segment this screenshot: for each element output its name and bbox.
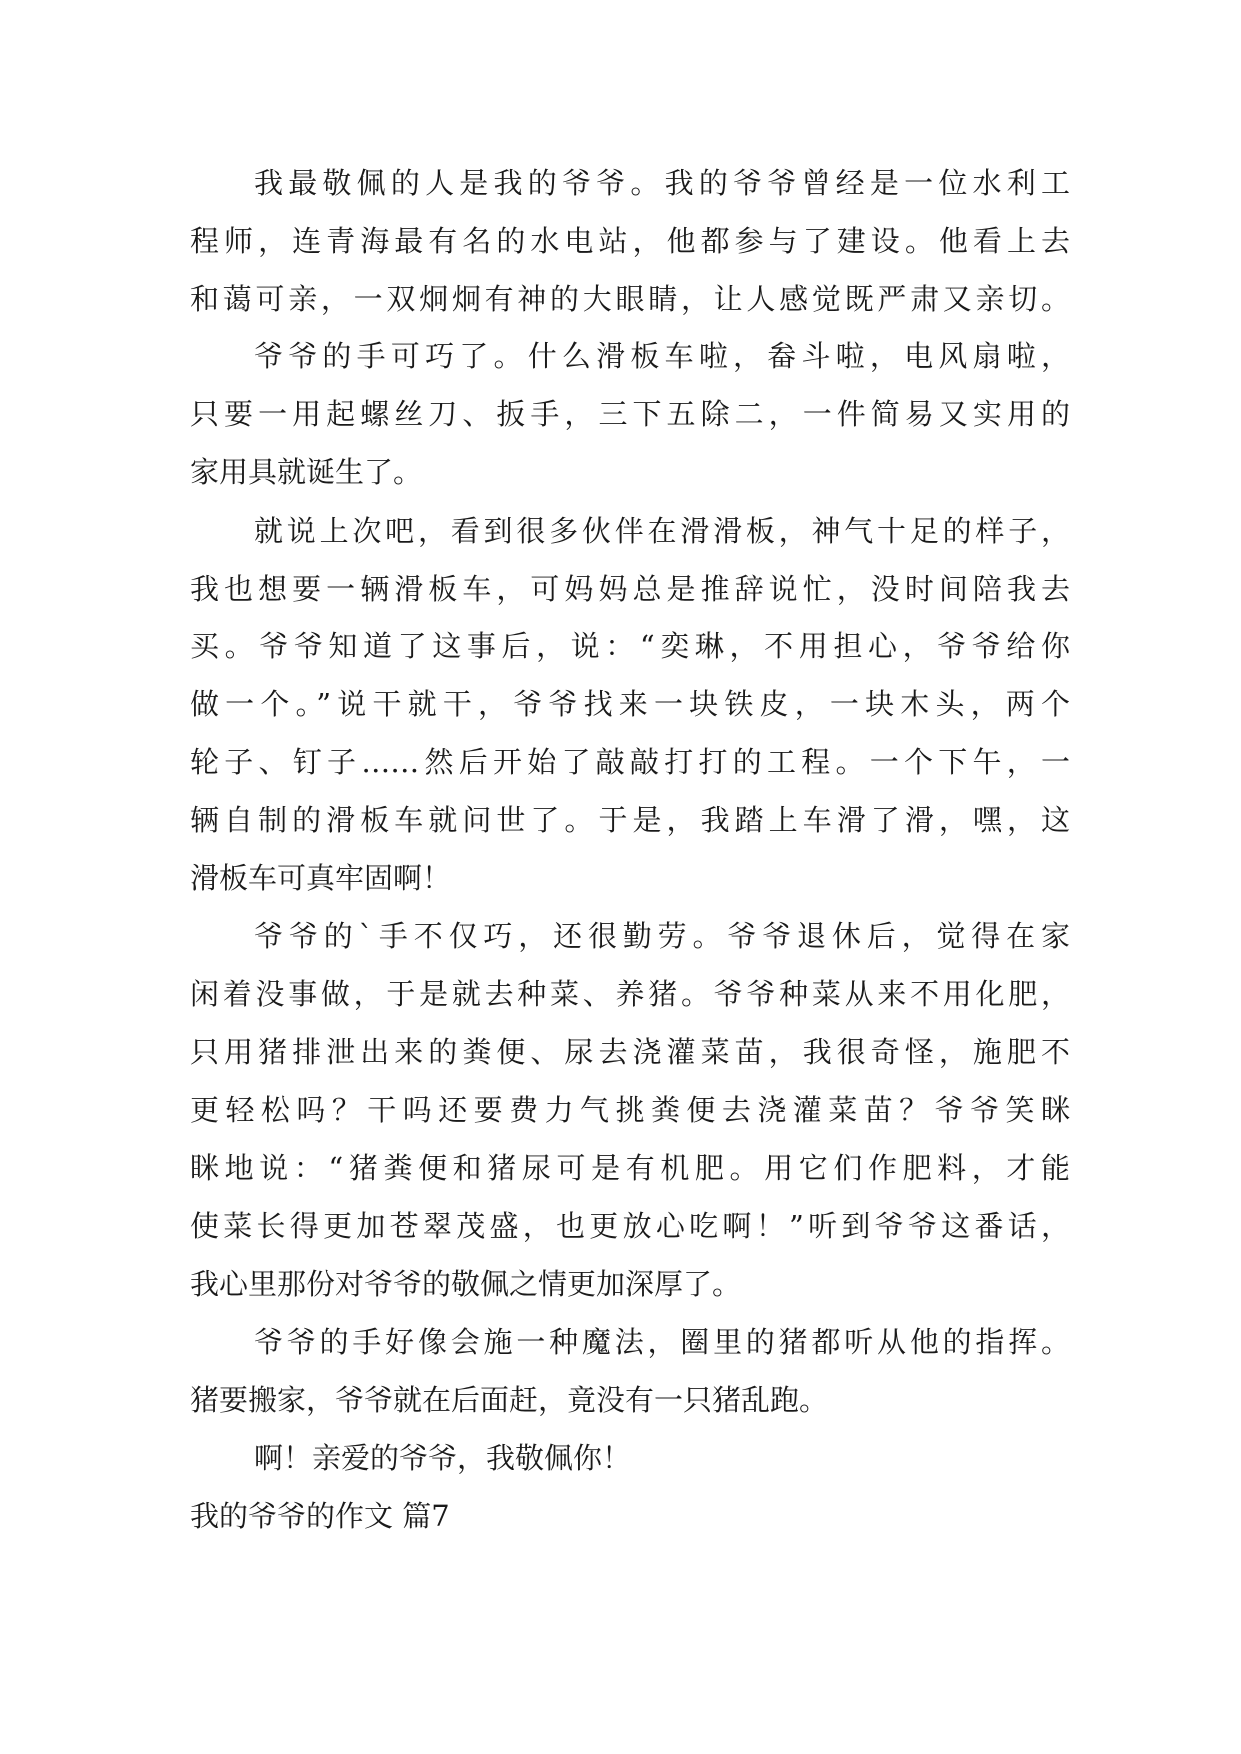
paragraph-3-line-5: 轮子、钉子……然后开始了敲敲打打的工程。一个下午，一 bbox=[190, 745, 1070, 779]
paragraph-1-line-1: 我最敬佩的人是我的爷爷。我的爷爷曾经是一位水利工 bbox=[254, 166, 1070, 200]
paragraph-2-line-1: 爷爷的手可巧了。什么滑板车啦，畚斗啦，电风扇啦， bbox=[254, 339, 1070, 373]
paragraph-3-line-6: 辆自制的滑板车就问世了。于是，我踏上车滑了滑，嘿，这 bbox=[190, 803, 1070, 837]
paragraph-3-line-3: 买。爷爷知道了这事后，说：“奕琳，不用担心，爷爷给你 bbox=[190, 629, 1070, 663]
paragraph-4-line-4: 更轻松吗？干吗还要费力气挑粪便去浇灌菜苗？爷爷笑眯 bbox=[190, 1093, 1070, 1127]
paragraph-4-line-6: 使菜长得更加苍翠茂盛，也更放心吃啊！”听到爷爷这番话， bbox=[190, 1209, 1070, 1243]
paragraph-3-line-2: 我也想要一辆滑板车，可妈妈总是推辞说忙，没时间陪我去 bbox=[190, 572, 1070, 606]
paragraph-4-line-3: 只用猪排泄出来的粪便、尿去浇灌菜苗，我很奇怪，施肥不 bbox=[190, 1035, 1070, 1069]
paragraph-1-line-3: 和蔼可亲，一双炯炯有神的大眼睛，让人感觉既严肃又亲切。 bbox=[190, 282, 1070, 316]
paragraph-5-line-1: 爷爷的手好像会施一种魔法，圈里的猪都听从他的指挥。 bbox=[254, 1325, 1070, 1359]
paragraph-2-line-3: 家用具就诞生了。 bbox=[190, 455, 423, 489]
paragraph-1-line-2: 程师，连青海最有名的水电站，他都参与了建设。他看上去 bbox=[190, 224, 1070, 258]
section-heading: 我的爷爷的作文 篇7 bbox=[190, 1499, 450, 1533]
paragraph-3-line-1: 就说上次吧，看到很多伙伴在滑滑板，神气十足的样子， bbox=[254, 514, 1070, 548]
paragraph-4-line-1: 爷爷的`手不仅巧，还很勤劳。爷爷退休后，觉得在家 bbox=[254, 919, 1070, 953]
paragraph-6-line-1: 啊！亲爱的爷爷，我敬佩你！ bbox=[254, 1441, 632, 1475]
paragraph-2-line-2: 只要一用起螺丝刀、扳手，三下五除二，一件简易又实用的 bbox=[190, 397, 1070, 431]
paragraph-4-line-2: 闲着没事做，于是就去种菜、养猪。爷爷种菜从来不用化肥， bbox=[190, 977, 1070, 1011]
paragraph-4-line-7: 我心里那份对爷爷的敬佩之情更加深厚了。 bbox=[190, 1267, 742, 1301]
paragraph-4-line-5: 眯地说：“猪粪便和猪尿可是有机肥。用它们作肥料，才能 bbox=[190, 1151, 1070, 1185]
paragraph-5-line-2: 猪要搬家，爷爷就在后面赶，竟没有一只猪乱跑。 bbox=[190, 1383, 829, 1417]
paragraph-3-line-7: 滑板车可真牢固啊！ bbox=[190, 861, 452, 895]
paragraph-3-line-4: 做一个。”说干就干，爷爷找来一块铁皮，一块木头，两个 bbox=[190, 687, 1070, 721]
